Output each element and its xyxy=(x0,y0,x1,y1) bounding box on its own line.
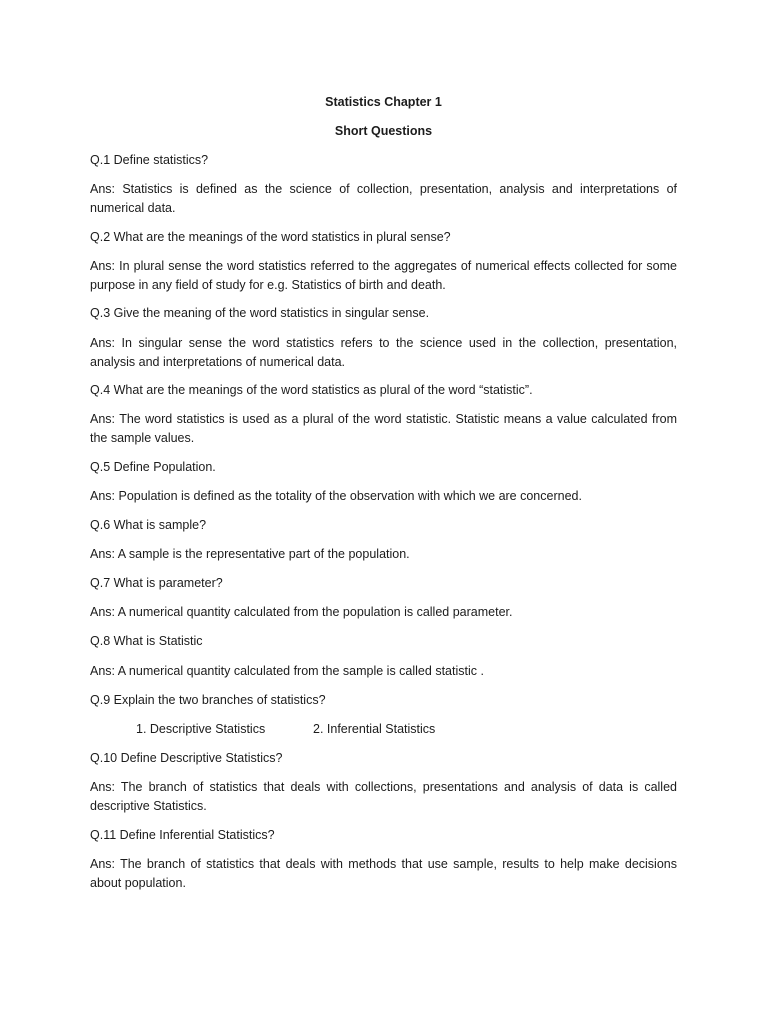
question-6: Q.6 What is sample? xyxy=(90,518,207,532)
question-5: Q.5 Define Population. xyxy=(90,460,216,474)
question-11: Q.11 Define Inferential Statistics? xyxy=(90,828,275,842)
answer-4: Ans: The word statistics is used as a plural of the word statistic. Statistic means a value calculated from the sample values. xyxy=(90,412,677,445)
answer-6: Ans: A sample is the representative part of the population. xyxy=(90,547,410,561)
answer-1: Ans: Statistics is defined as the science of collection, presentation, analysis and interpretations of numerical data. xyxy=(90,182,677,215)
answer-7: Ans: A numerical quantity calculated from the population is called parameter. xyxy=(90,605,513,619)
document-subtitle: Short Questions xyxy=(334,124,433,138)
question-10: Q.10 Define Descriptive Statistics? xyxy=(90,751,283,765)
answer-3: Ans: In singular sense the word statistics refers to the science used in the collection, presentation, analysis and interpretations of numerical data. xyxy=(90,336,677,369)
answer-8: Ans: A numerical quantity calculated from the sample is called statistic . xyxy=(90,664,484,678)
question-3: Q.3 Give the meaning of the word statistics in singular sense. xyxy=(90,306,430,320)
list-item: 1. Descriptive Statistics xyxy=(136,722,266,736)
question-7: Q.7 What is parameter? xyxy=(90,576,223,590)
answer-11: Ans: The branch of statistics that deals with methods that use sample, results to help make decisions about population. xyxy=(90,857,677,890)
document-title: Statistics Chapter 1 xyxy=(325,95,442,109)
question-8: Q.8 What is Statistic xyxy=(90,634,203,648)
answer-2: Ans: In plural sense the word statistics referred to the aggregates of numerical effects collected for some purpose in any field of study for e.g. Statistics of birth and death. xyxy=(90,259,677,292)
question-9: Q.9 Explain the two branches of statistics? xyxy=(90,693,326,707)
answer-10: Ans: The branch of statistics that deals with collections, presentations and analysis of data is called descriptive Statistics. xyxy=(90,780,677,813)
answer-5: Ans: Population is defined as the totality of the observation with which we are concerned. xyxy=(90,489,582,503)
question-4: Q.4 What are the meanings of the word statistics as plural of the word “statistic”. xyxy=(90,383,533,397)
question-2: Q.2 What are the meanings of the word statistics in plural sense? xyxy=(90,230,451,244)
question-1: Q.1 Define statistics? xyxy=(90,153,209,167)
list-item: 2. Inferential Statistics xyxy=(313,722,436,736)
